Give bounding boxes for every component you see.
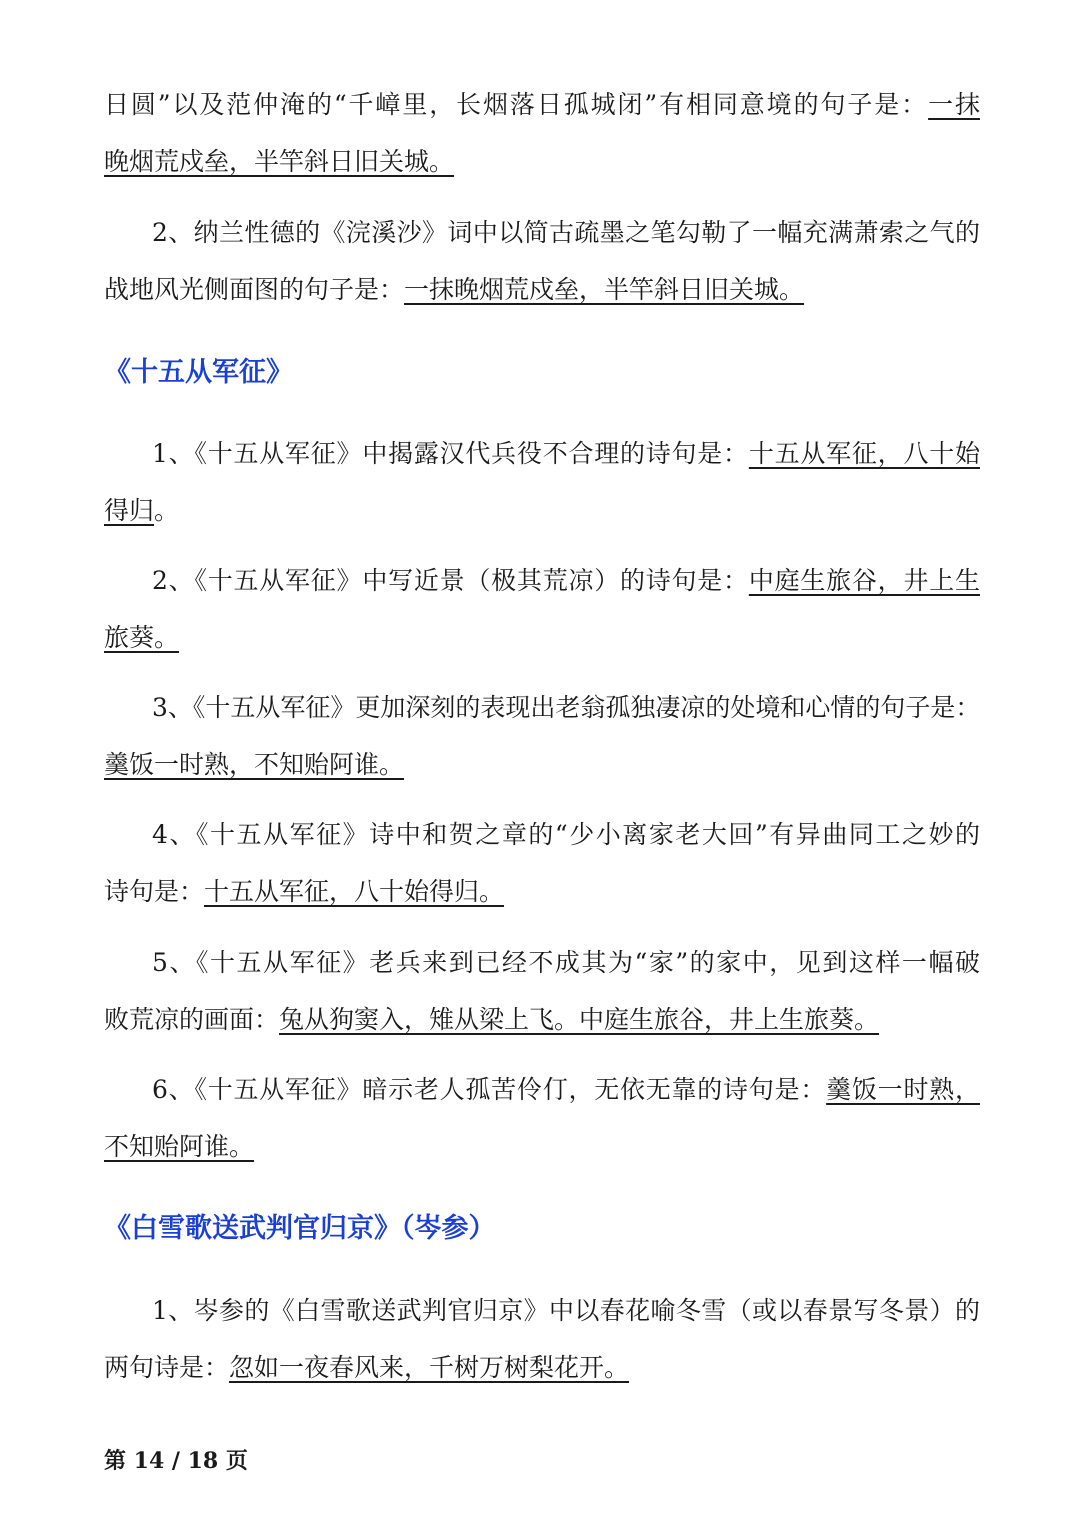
text-line (104, 273, 980, 307)
line-text: 2、纳兰性德的《浣溪沙》词中以简古疏墨之笔勾勒了一幅充满萧索之气的 (152, 218, 980, 247)
line-text: 6、《十五从军征》暗示老人孤苦伶仃，无依无靠的诗句是： (152, 1075, 827, 1104)
text-line (104, 145, 980, 179)
line-text: 两句诗是： (104, 1353, 230, 1382)
answer-underline: 一抹晚烟荒戍垒，半竿斜日旧关城。 (404, 275, 805, 304)
line-text: 5、《十五从军征》老兵来到已经不成其为“家”的家中，见到这样一幅破 (152, 948, 980, 977)
answer-underline: 羹饭一时熟，不知贻阿谁。 (104, 750, 405, 779)
line-text: 4、《十五从军征》诗中和贺之章的“少小离家老大回”有异曲同工之妙的 (152, 820, 980, 849)
answer-underline: 旅葵。 (104, 623, 180, 652)
answer-underline: 十五从军征，八十始 (748, 439, 980, 468)
text-line (104, 88, 980, 122)
text-line (104, 1003, 980, 1037)
text-line (104, 875, 980, 909)
line-text: 1、岑参的《白雪歌送武判官归京》中以春花喻冬雪（或以春景写冬景）的 (152, 1296, 980, 1325)
line-text: 败荒凉的画面： (104, 1005, 280, 1034)
line-text: 诗句是： (104, 877, 205, 906)
text-line (152, 818, 980, 852)
text-line (152, 437, 980, 471)
answer-underline: 不知贻阿谁。 (104, 1132, 255, 1161)
answer-underline: 得归 (104, 496, 155, 525)
line-text: 2、《十五从军征》中写近景（极其荒凉）的诗句是： (152, 566, 749, 595)
text-line (104, 621, 980, 655)
answer-underline: 一抹 (928, 90, 980, 119)
text-line (104, 494, 980, 528)
answer-underline: 兔从狗窦入，雉从梁上飞。中庭生旅谷，井上生旅葵。 (279, 1005, 880, 1034)
line-text: 3、《十五从军征》更加深刻的表现出老翁孤独凄凉的处境和心情的句子是： (152, 693, 981, 722)
answer-underline: 中庭生旅谷，井上生 (748, 566, 980, 595)
line-text: 日圆”以及范仲淹的“千嶂里，长烟落日孤城闭”有相同意境的句子是： (104, 90, 929, 119)
text-line (152, 946, 980, 980)
text-line (152, 1073, 980, 1107)
section-heading: 《十五从军征》 (104, 357, 293, 388)
text-line (104, 1351, 980, 1385)
section-heading: 《白雪歌送武判官归京》（岑参） (104, 1213, 496, 1244)
line-text: 战地风光侧面图的句子是： (104, 275, 405, 304)
text-line (152, 216, 980, 250)
line-text: 1、《十五从军征》中揭露汉代兵役不合理的诗句是： (152, 439, 749, 468)
page-number: 第 14 / 18 页 (104, 1448, 248, 1474)
answer-underline: 忽如一夜春风来，千树万树梨花开。 (229, 1353, 630, 1382)
line-text: 。 (154, 496, 180, 525)
text-line (152, 691, 980, 725)
answer-underline: 晚烟荒戍垒，半竿斜日旧关城。 (104, 147, 455, 176)
answer-underline: 十五从军征，八十始得归。 (204, 877, 505, 906)
text-line (104, 1130, 980, 1164)
text-line (104, 748, 980, 782)
text-line (152, 1294, 980, 1328)
text-line (152, 564, 980, 598)
answer-underline: 羹饭一时熟， (826, 1075, 980, 1104)
